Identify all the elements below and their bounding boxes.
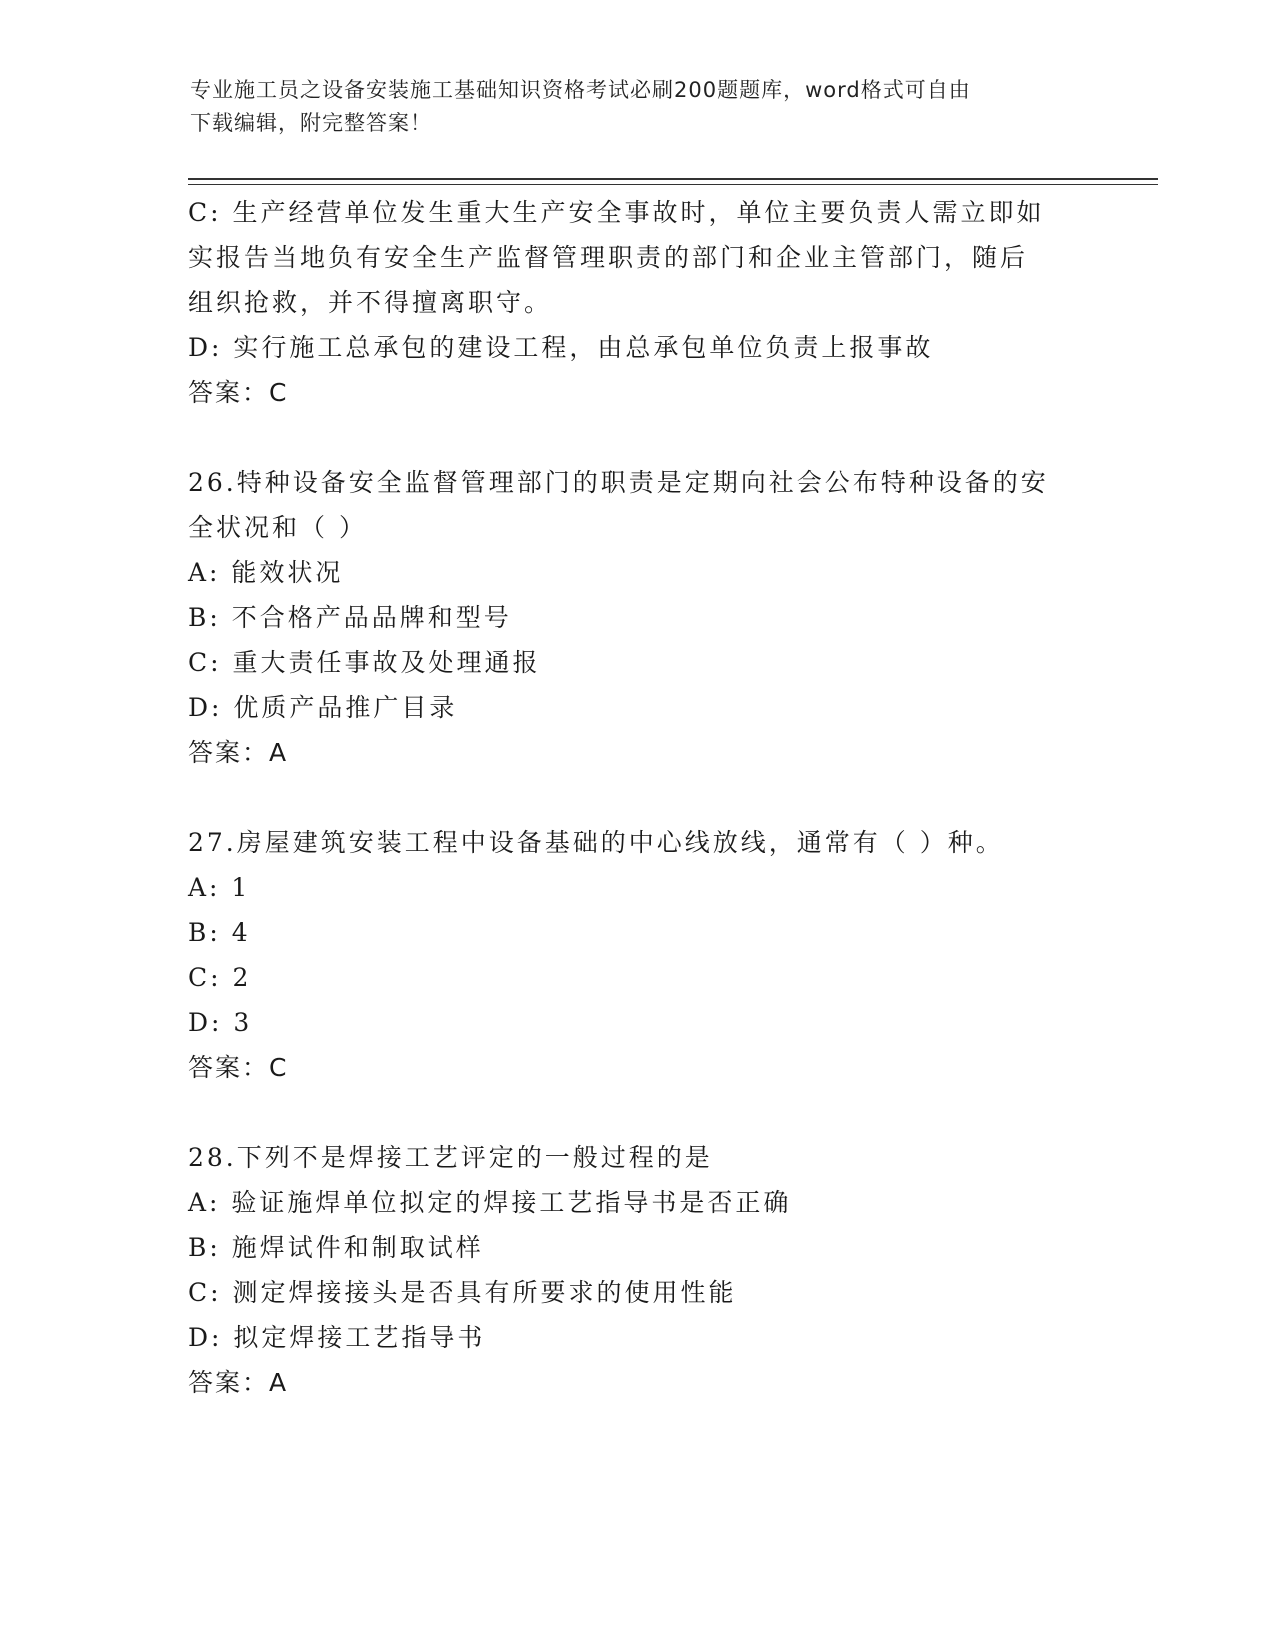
answer: 答案：C (188, 1053, 289, 1082)
spacer (188, 415, 1088, 460)
question-27 (188, 820, 1088, 1090)
option-a: A: 1 (188, 873, 251, 902)
option-d: D: 3 (188, 1008, 253, 1037)
option-a: A: 验证施焊单位拟定的焊接工艺指导书是否正确 (188, 1188, 792, 1217)
question-stem: 全状况和（ ） (188, 513, 367, 542)
header-divider-thick (188, 178, 1158, 180)
option-c-line: C: 生产经营单位发生重大生产安全事故时，单位主要负责人需立即如 (188, 198, 1045, 227)
header-divider-thin (188, 184, 1158, 185)
option-c: C: 重大责任事故及处理通报 (188, 648, 541, 677)
option-a: A: 能效状况 (188, 558, 344, 587)
answer: 答案：A (188, 1368, 289, 1397)
question-25-continued (188, 190, 1088, 415)
option-c: C: 测定焊接接头是否具有所要求的使用性能 (188, 1278, 737, 1307)
answer: 答案：C (188, 378, 289, 407)
question-stem: 28.下列不是焊接工艺评定的一般过程的是 (188, 1143, 713, 1172)
spacer (188, 1090, 1088, 1135)
question-stem: 26.特种设备安全监督管理部门的职责是定期向社会公布特种设备的安 (188, 468, 1049, 497)
answer: 答案：A (188, 738, 289, 767)
question-26 (188, 460, 1088, 775)
question-stem: 27.房屋建筑安装工程中设备基础的中心线放线，通常有（ ）种。 (188, 828, 1004, 857)
option-c-line: 实报告当地负有安全生产监督管理职责的部门和企业主管部门，随后 (188, 243, 1029, 272)
option-d: D: 实行施工总承包的建设工程，由总承包单位负责上报事故 (188, 333, 934, 362)
option-c: C: 2 (188, 963, 252, 992)
option-d: D: 拟定焊接工艺指导书 (188, 1323, 486, 1352)
option-b: B: 施焊试件和制取试样 (188, 1233, 484, 1262)
option-d: D: 优质产品推广目录 (188, 693, 458, 722)
question-list (188, 190, 1088, 1405)
header-title-line-1: 专业施工员之设备安装施工基础知识资格考试必刷200题题库，word格式可自由 (190, 78, 971, 102)
spacer (188, 775, 1088, 820)
option-b: B: 不合格产品品牌和型号 (188, 603, 512, 632)
question-28 (188, 1135, 1088, 1405)
header-title-line-2: 下载编辑，附完整答案！ (190, 111, 432, 135)
document-header (190, 74, 1090, 140)
option-b: B: 4 (188, 918, 251, 947)
option-c-line: 组织抢救，并不得擅离职守。 (188, 288, 553, 317)
